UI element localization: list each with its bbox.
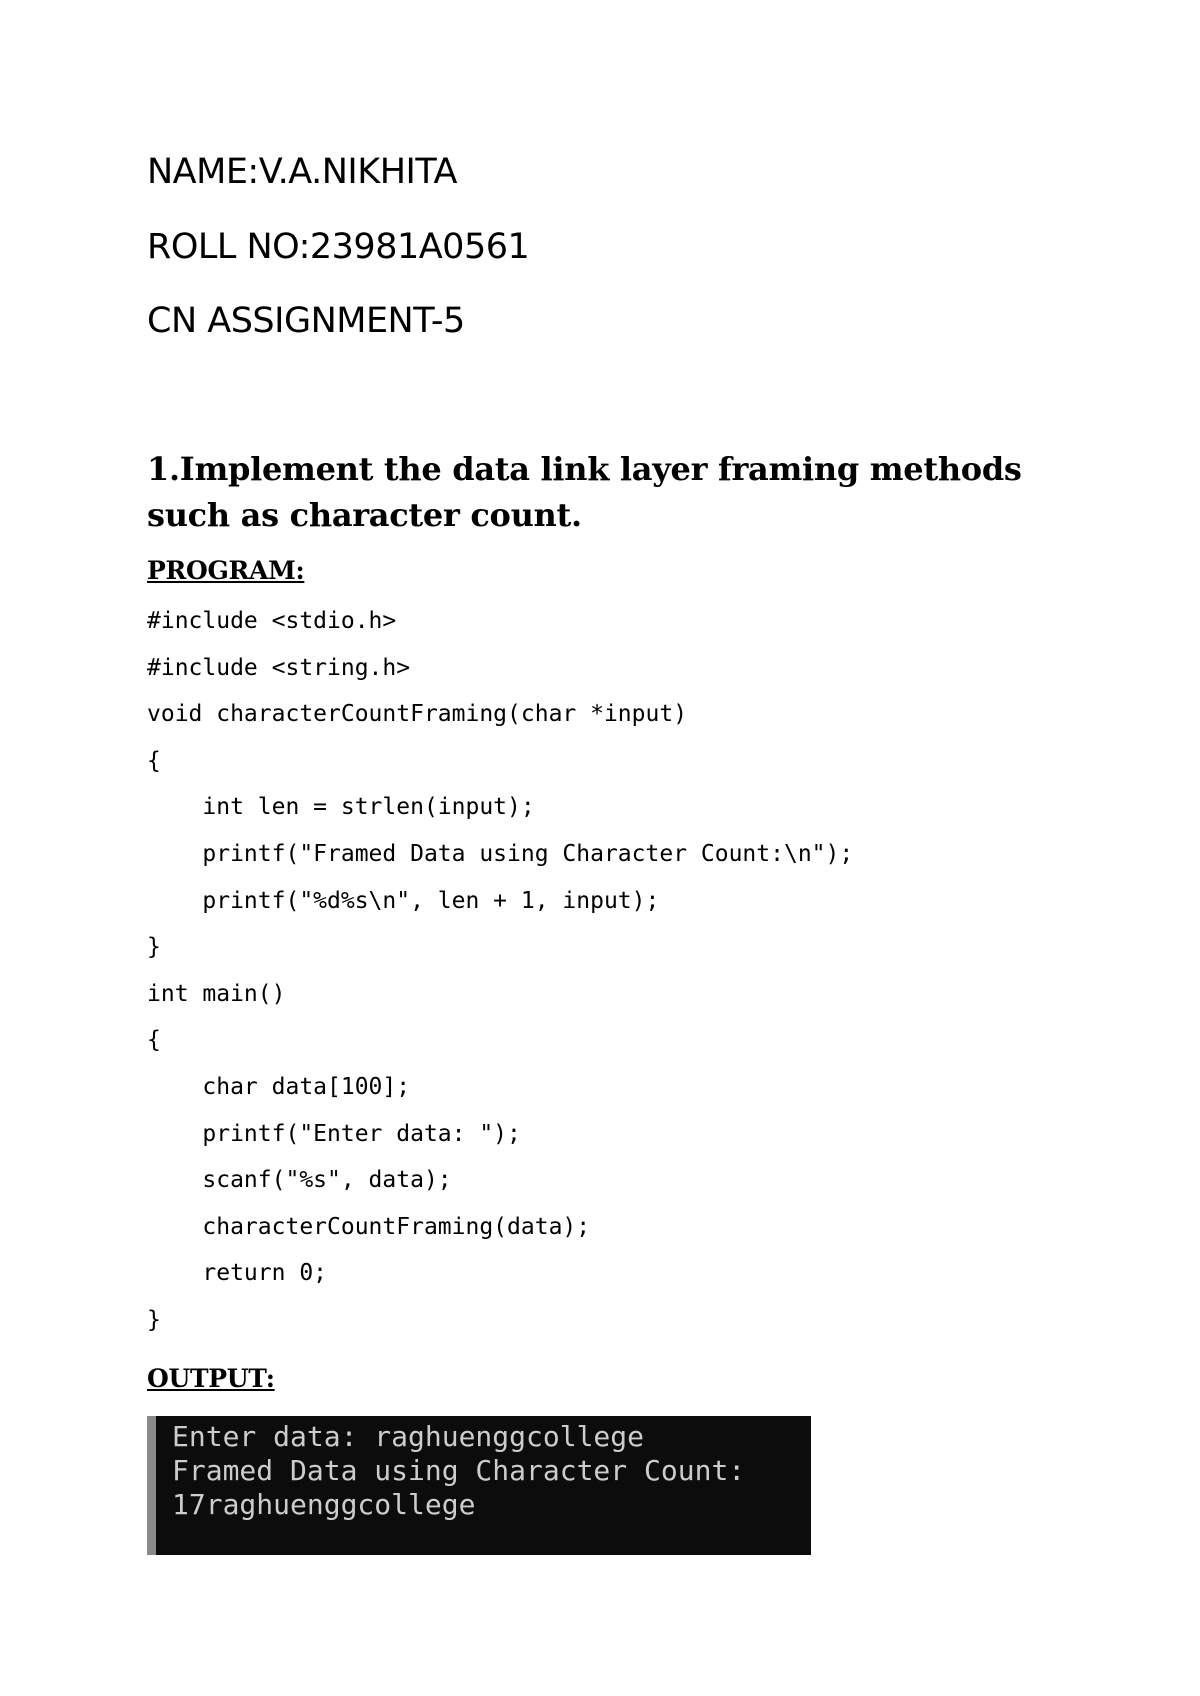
code-line: printf("%d%s\n", len + 1, input); [147, 887, 660, 914]
code-line: return 0; [147, 1260, 328, 1287]
terminal-output [147, 1416, 811, 1555]
code-line: int len = strlen(input); [147, 794, 535, 821]
program-label: PROGRAM: [147, 556, 305, 585]
code-line: printf("Enter data: "); [147, 1120, 521, 1147]
terminal-line: Enter data: raghuenggcollege [172, 1420, 645, 1453]
output-label: OUTPUT: [147, 1364, 275, 1393]
student-name: NAME:V.A.NIKHITA [147, 152, 457, 192]
question-heading: 1.Implement the data link layer framing methods such as character count. [147, 450, 1022, 534]
code-line: #include <string.h> [147, 654, 411, 681]
assignment-title: CN ASSIGNMENT-5 [147, 301, 465, 341]
terminal-line: 17raghuenggcollege [172, 1488, 476, 1521]
code-line: characterCountFraming(data); [147, 1213, 591, 1240]
code-line: } [147, 934, 161, 961]
code-line: } [147, 1307, 161, 1333]
code-line: void characterCountFraming(char *input) [147, 701, 688, 728]
code-line: scanf("%s", data); [147, 1167, 452, 1194]
code-line: { [147, 1027, 161, 1054]
roll-number: ROLL NO:23981A0561 [147, 227, 530, 267]
code-line: #include <stdio.h> [147, 608, 397, 634]
terminal-line: Framed Data using Character Count: [172, 1454, 746, 1487]
code-line: printf("Framed Data using Character Count:\n"); [147, 841, 854, 867]
code-line: { [147, 747, 161, 774]
code-line: char data[100]; [147, 1074, 411, 1100]
code-line: int main() [147, 980, 286, 1007]
